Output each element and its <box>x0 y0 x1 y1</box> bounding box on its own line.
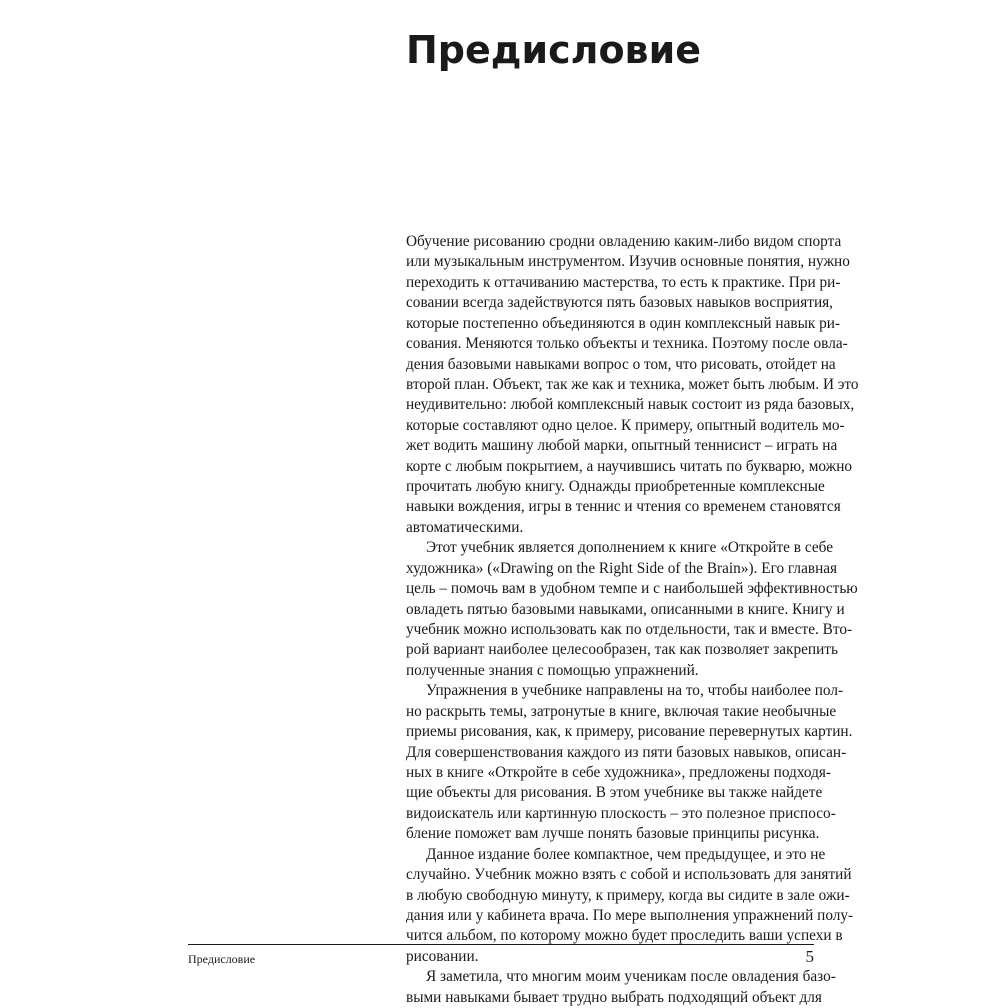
page-title: Предисловие <box>406 28 702 72</box>
text-line: навыки вождения, игры в теннис и чтения со временем становятся <box>406 498 841 516</box>
text-line: учебник можно использовать как по отдельности, так и вместе. Вто- <box>406 621 853 639</box>
text-line: овладеть пятью базовыми навыками, описанными в книге. Книгу и <box>406 600 845 618</box>
text-line: дания или у кабинета врача. По мере выполнения упражнений полу- <box>406 906 854 924</box>
paragraph <box>406 967 836 1008</box>
text-line: которые постепенно объединяются в один комплексный навык ри- <box>406 314 841 332</box>
text-line: жет водить машину любой марки, опытный теннисист – играть на <box>406 437 838 455</box>
text-line: видоискатель или картинную плоскость – это полезное приспосо- <box>406 804 836 822</box>
text-line: случайно. Учебник можно взять с собой и использовать для занятий <box>406 866 852 884</box>
page-number: 5 <box>805 947 814 966</box>
text-line: Упражнения в учебнике направлены на то, чтобы наиболее пол- <box>426 682 844 700</box>
text-line: выми навыками бывает трудно выбрать подходящий объект для <box>406 988 822 1006</box>
text-line: бление поможет вам лучше понять базовые принципы рисунка. <box>406 825 820 843</box>
text-line: переходить к оттачиванию мастерства, то есть к практике. При ри- <box>406 273 841 291</box>
text-line: неудивительно: любой комплексный навык состоит из ряда базовых, <box>406 396 855 414</box>
text-line: дения базовыми навыками вопрос о том, что рисовать, отойдет на <box>406 355 836 373</box>
text-line: которые составляют одно целое. К примеру, опытный водитель мо- <box>406 416 845 434</box>
text-line: второй план. Объект, так же как и техника, может быть любым. И это <box>406 375 859 393</box>
text-line: или музыкальным инструментом. Изучив основные понятия, нужно <box>406 253 850 271</box>
paragraph <box>406 538 858 681</box>
text-line: сования. Меняются только объекты и техника. Поэтому после овла- <box>406 335 848 353</box>
text-line: но раскрыть темы, затронутые в книге, включая такие необычные <box>406 702 837 720</box>
text-line: полученные знания с помощью упражнений. <box>406 661 699 679</box>
text-line: прочитать любую книгу. Однажды приобретенные комплексные <box>406 478 825 496</box>
text-line: ных в книге «Откройте в себе художника», предложены подходя- <box>406 763 832 781</box>
text-line: Этот учебник является дополнением к книге «Откройте в себе <box>426 539 833 557</box>
footer-divider <box>188 944 814 945</box>
text-line: рисовании. <box>406 947 479 965</box>
text-line: рой вариант наиболее целесообразен, так как позволяет закрепить <box>406 641 838 659</box>
text-line: автоматическими. <box>406 518 524 536</box>
text-line: Данное издание более компактное, чем предыдущее, и это не <box>426 845 826 863</box>
text-line: цель – помочь вам в удобном темпе и с наибольшей эффективностью <box>406 580 858 598</box>
body-text <box>406 232 859 1008</box>
paragraph <box>406 232 859 538</box>
text-line: щие объекты для рисования. В этом учебнике вы также найдете <box>406 784 823 802</box>
text-line: художника» («Drawing on the Right Side of the Brain»). Его главная <box>406 559 838 577</box>
text-line: Я заметила, что многим моим ученикам после овладения базо- <box>426 968 836 986</box>
text-line: Для совершенствования каждого из пяти базовых навыков, описан- <box>406 743 847 761</box>
text-line: приемы рисования, как, к примеру, рисование перевернутых картин. <box>406 723 853 741</box>
text-line: Обучение рисованию сродни овладению каким-либо видом спорта <box>406 233 842 250</box>
text-line: корте с любым покрытием, а научившись читать по букварю, можно <box>406 457 853 475</box>
paragraph <box>406 681 853 844</box>
text-line: чится альбом, по которому можно будет проследить ваши успехи в <box>406 927 843 945</box>
running-footer-section: Предисловие <box>188 952 256 966</box>
paragraph <box>406 845 854 968</box>
text-line: в любую свободную минуту, к примеру, когда вы сидите в зале ожи- <box>406 886 850 904</box>
text-line: совании всегда задействуются пять базовых навыков восприятия, <box>406 294 834 312</box>
